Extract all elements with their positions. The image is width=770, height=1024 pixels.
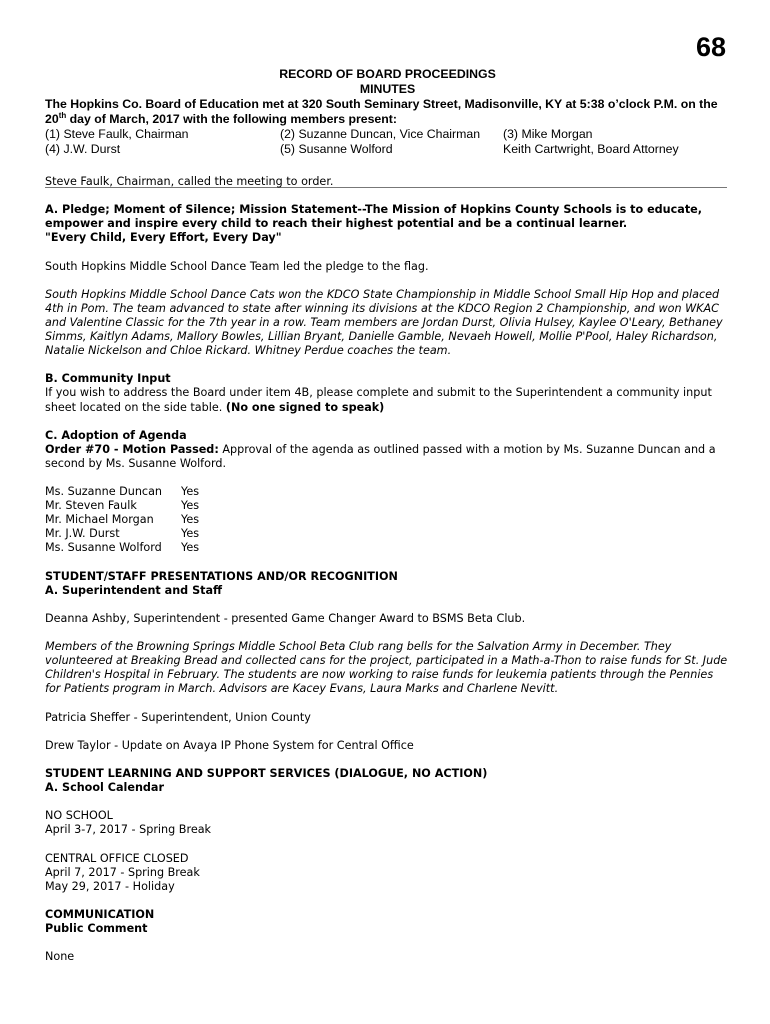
presentation-item: Deanna Ashby, Superintendent - presented Game Changer Award to BSMS Beta Club. [45, 611, 526, 625]
presentations-subheading: A. Superintendent and Staff [45, 583, 223, 597]
learning-subheading: A. School Calendar [45, 781, 164, 795]
member-entry: (4) J.W. Durst [45, 142, 121, 156]
voter-name: Ms. Susanne Wolford [45, 541, 162, 555]
minutes-header [45, 67, 730, 157]
minutes-body [45, 175, 730, 978]
member-entry: (3) Mike Morgan [503, 127, 593, 141]
communication-text: None [45, 950, 75, 964]
community-input-note: (No one signed to speak) [225, 400, 385, 414]
order-text: Approval of the agenda as outlined passed with a motion by Ms. Suzanne Duncan and a second by Ms. Susanne Wolford. [45, 442, 716, 470]
communication-subheading: Public Comment [45, 921, 148, 935]
pledge-heading: A. Pledge; Moment of Silence; Mission Statement--The Mission of Hopkins County Schools is to educate, empower and inspire every child to reach their highest potential and be a continual learner. [45, 203, 703, 231]
office-closed-label: CENTRAL OFFICE CLOSED [45, 851, 189, 865]
community-input-section [45, 372, 730, 414]
communication-section [45, 908, 730, 936]
voter-name: Mr. Steven Faulk [45, 499, 137, 513]
pledge-motto: "Every Child, Every Effort, Every Day" [45, 231, 282, 245]
vote-value: Yes [181, 527, 200, 541]
voter-name: Ms. Suzanne Duncan [45, 485, 163, 499]
office-closed-date: May 29, 2017 - Holiday [45, 879, 175, 893]
vote-value: Yes [181, 513, 200, 527]
member-entry: (5) Susanne Wolford [280, 142, 393, 156]
presentation-item: Patricia Sheffer - Superintendent, Union County [45, 710, 311, 724]
vote-value: Yes [181, 541, 200, 555]
document-title: RECORD OF BOARD PROCEEDINGS [279, 67, 496, 81]
document-subtitle: MINUTES [359, 82, 416, 96]
no-school-date: April 3-7, 2017 - Spring Break [45, 823, 212, 837]
community-input-text: If you wish to address the Board under item 4B, please complete and submit to the Superintendent a community input sheet located on the side table. [45, 386, 712, 414]
presentations-heading: STUDENT/STAFF PRESENTATIONS AND/OR RECOGNITION [45, 569, 398, 583]
presentation-note: Members of the Browning Springs Middle School Beta Club rang bells for the Salvation Army in December. They volunteered at Breaking Bread and collected cans for the project, participated in a Math-a-Thon to raise funds for St. Jude Children's Hospital in February. The students are now working to raise funds for leukemia patients through the Pennies for Patients program in March. Advisors are Kacey Evans, Laura Marks and Charlene Nevitt. [45, 640, 728, 696]
presentations-section [45, 570, 730, 598]
learning-heading: STUDENT LEARNING AND SUPPORT SERVICES (DIALOGUE, NO ACTION) [45, 766, 488, 780]
presentation-item: Drew Taylor - Update on Avaya IP Phone System for Central Office [45, 738, 414, 752]
learning-section [45, 767, 730, 795]
voter-name: Mr. J.W. Durst [45, 527, 120, 541]
office-closed-block [45, 852, 730, 894]
call-to-order: Steve Faulk, Chairman, called the meeting to order. [45, 175, 334, 188]
agenda-section [45, 429, 730, 471]
vote-value: Yes [181, 499, 200, 513]
vote-table [45, 485, 730, 555]
vote-value: Yes [181, 485, 200, 499]
order-label: Order #70 - Motion Passed: [45, 442, 219, 456]
members-present [45, 127, 730, 157]
page-number: 68 [695, 32, 726, 62]
no-school-block [45, 809, 730, 837]
no-school-label: NO SCHOOL [45, 809, 113, 823]
meeting-intro: The Hopkins Co. Board of Education met at 320 South Seminary Street, Madisonville, KY at 5:38 o’clock P.M. on the 20th day of March, 2017 with the following members present: [45, 97, 718, 126]
community-input-heading: B. Community Input [45, 372, 171, 386]
member-entry: (1) Steve Faulk, Chairman [45, 127, 189, 141]
voter-name: Mr. Michael Morgan [45, 513, 154, 527]
pledge-section [45, 203, 730, 245]
member-entry: Keith Cartwright, Board Attorney [503, 142, 679, 156]
communication-heading: COMMUNICATION [45, 907, 155, 921]
pledge-note: South Hopkins Middle School Dance Cats won the KDCO State Championship in Middle School Small Hip Hop and placed 4th in Pom. The team advanced to state after winning its divisions at the KDCO Region 2 Championship, and won WKAC and Valentine Classic for the 7th year in a row. Team members are Jordan Durst, Olivia Hulsey, Kaylee O'Leary, Bethaney Simms, Kaitlyn Adams, Mallory Bowles, Lillian Bryant, Danielle Gamble, Nevaeh Howell, Mollie P'Pool, Haley Richardson, Natalie Nickelson and Chloe Rickard. Whitney Perdue coaches the team. [45, 287, 723, 358]
pledge-led-by: South Hopkins Middle School Dance Team led the pledge to the flag. [45, 259, 429, 273]
agenda-heading: C. Adoption of Agenda [45, 428, 187, 442]
member-entry: (2) Suzanne Duncan, Vice Chairman [280, 127, 481, 141]
office-closed-date: April 7, 2017 - Spring Break [45, 865, 200, 879]
